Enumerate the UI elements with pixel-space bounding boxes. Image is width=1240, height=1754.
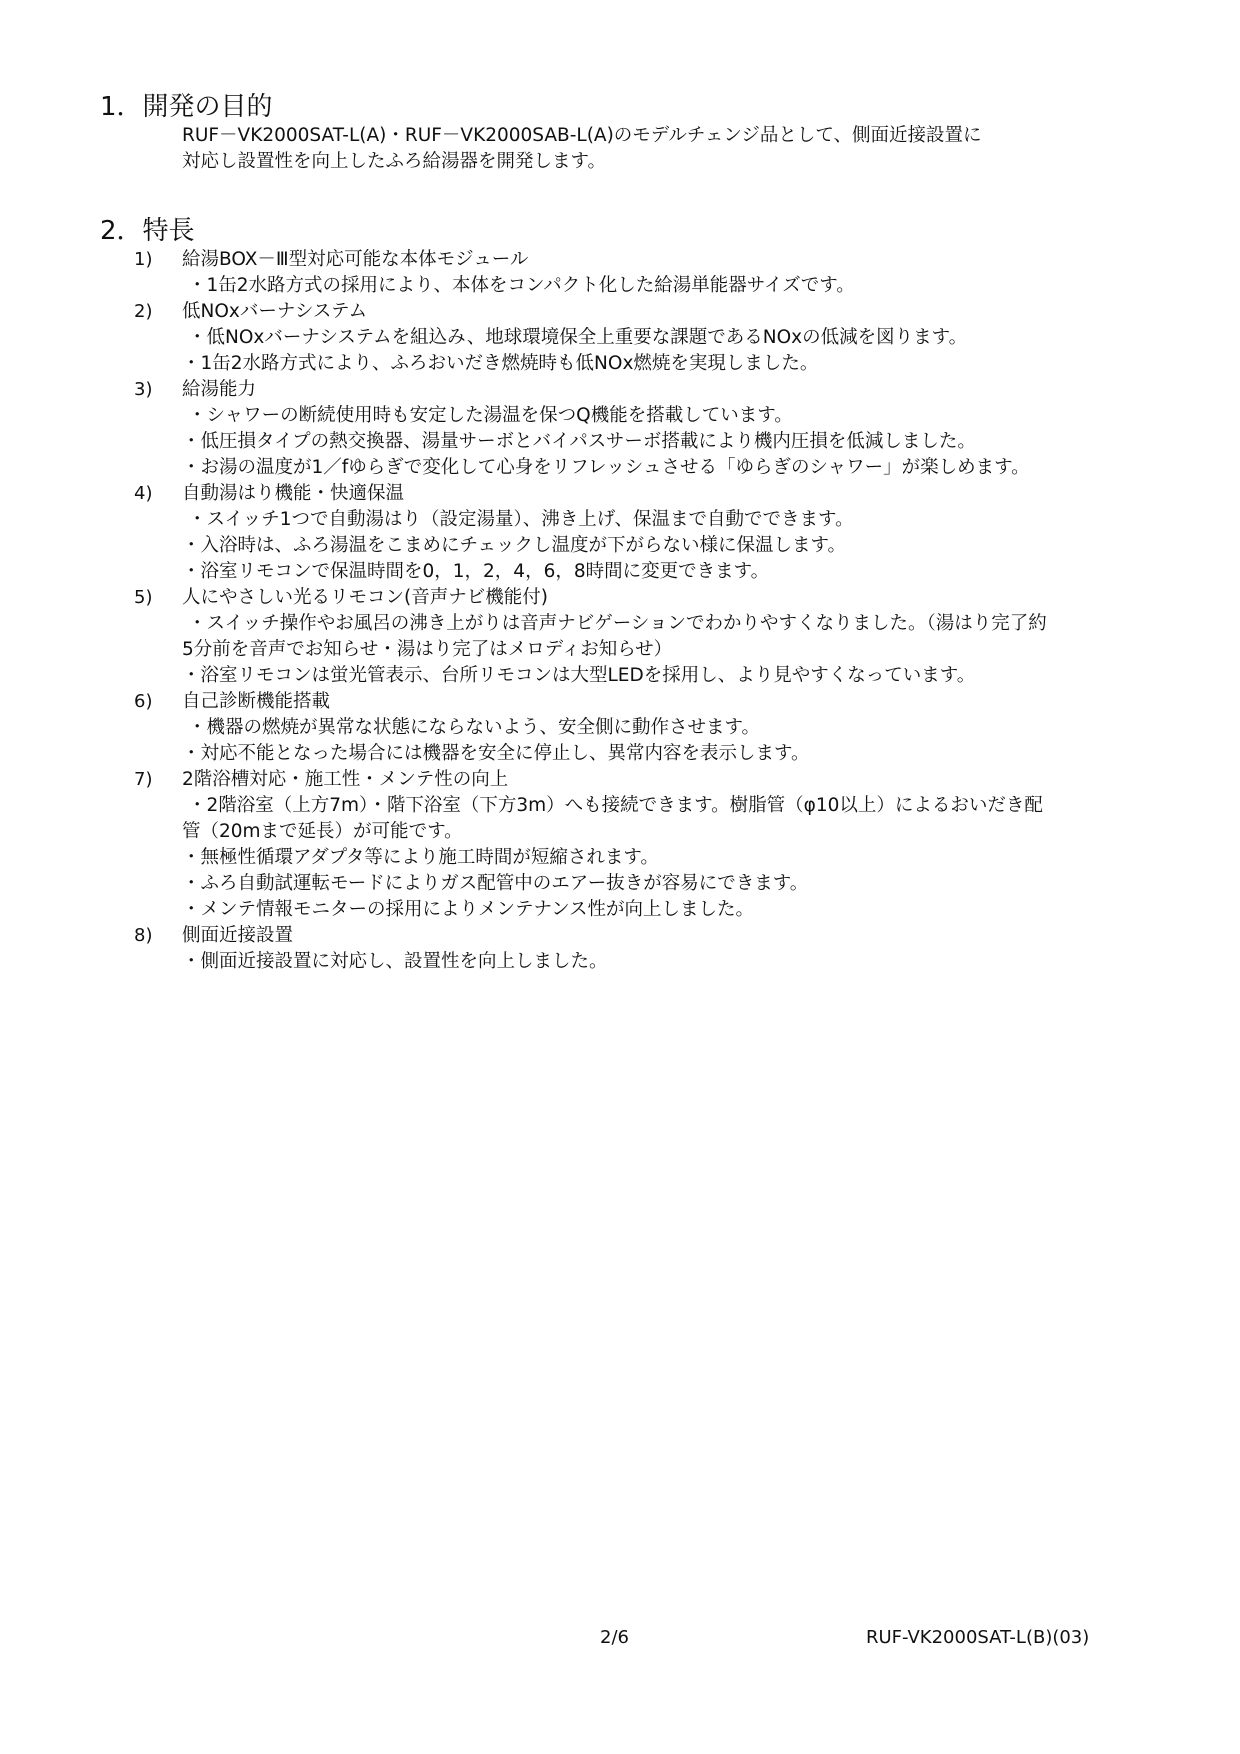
feature-line: ・1缶2水路方式の採用により、本体をコンパクト化した給湯単能器サイズです。 <box>188 275 855 296</box>
feature-title: 2階浴槽対応・施工性・メンテ性の向上 <box>182 769 509 790</box>
feature-line: ・2階浴室（上方7m）・階下浴室（下方3m）へも接続できます。樹脂管（φ10以上）によるおいだき配 <box>188 795 1043 816</box>
feature-number: 7) <box>134 769 153 790</box>
feature-line: ・メンテ情報モニターの採用によりメンテナンス性が向上しました。 <box>182 899 755 920</box>
feature-title: 給湯能力 <box>182 379 257 400</box>
feature-line: ・スイッチ操作やお風呂の沸き上がりは音声ナビゲーションでわかりやすくなりました。（湯はり完了約 <box>188 613 1047 634</box>
feature-line: ・側面近接設置に対応し、設置性を向上しました。 <box>182 951 608 972</box>
feature-number: 8) <box>134 925 153 946</box>
feature-line: ・浴室リモコンは蛍光管表示、台所リモコンは大型LEDを採用し、より見やすくなっています。 <box>182 665 976 686</box>
feature-title: 自動湯はり機能・快適保温 <box>182 483 405 504</box>
feature-number: 6) <box>134 691 153 712</box>
document-code: RUF-VK2000SAT-L(B)(03) <box>866 1627 1090 1648</box>
page-number: 2/6 <box>600 1627 629 1648</box>
feature-title: 自己診断機能搭載 <box>182 691 331 712</box>
feature-line: ・ふろ自動試運転モードによりガス配管中のエアー抜きが容易にできます。 <box>182 873 809 894</box>
feature-line: ・低圧損タイプの熱交換器、湯量サーボとバイパスサーボ搭載により機内圧損を低減しました。 <box>182 431 976 452</box>
feature-line: ・シャワーの断続使用時も安定した湯温を保つQ機能を搭載しています。 <box>188 405 793 426</box>
section-heading-features: 2．特長 <box>100 216 195 246</box>
feature-number: 5) <box>134 587 153 608</box>
feature-line: ・無極性循環アダプタ等により施工時間が短縮されます。 <box>182 847 659 868</box>
feature-line: 5分前を音声でお知らせ・湯はり完了はメロディお知らせ） <box>182 639 673 660</box>
feature-line: ・スイッチ1つで自動湯はり（設定湯量）、沸き上げ、保温まで自動でできます。 <box>188 509 854 530</box>
feature-line: ・入浴時は、ふろ湯温をこまめにチェックし温度が下がらない様に保温します。 <box>182 535 846 556</box>
feature-line: ・対応不能となった場合には機器を安全に停止し、異常内容を表示します。 <box>182 743 810 764</box>
feature-line: ・機器の燃焼が異常な状態にならないよう、安全側に動作させます。 <box>188 717 761 738</box>
purpose-line: RUF－VK2000SAT-L(A)・RUF－VK2000SAB-L(A)のモデルチェンジ品として、側面近接設置に <box>182 125 982 146</box>
feature-number: 2) <box>134 301 153 322</box>
section-heading-purpose: 1．開発の目的 <box>100 92 273 122</box>
feature-title: 低NOxバーナシステム <box>182 301 368 322</box>
feature-number: 4) <box>134 483 153 504</box>
feature-number: 3) <box>134 379 153 400</box>
feature-line: 管（20mまで延長）が可能です。 <box>182 821 463 842</box>
feature-line: ・低NOxバーナシステムを組込み、地球環境保全上重要な課題であるNOxの低減を図ります。 <box>188 327 968 348</box>
feature-number: 1) <box>134 249 153 270</box>
feature-title: 側面近接設置 <box>182 925 294 946</box>
feature-line: ・お湯の温度が1／fゆらぎで変化して心身をリフレッシュさせる「ゆらぎのシャワー」が楽しめます。 <box>182 457 1030 478</box>
feature-line: ・浴室リモコンで保温時間を0，1，2，4，6，8時間に変更できます。 <box>182 561 770 582</box>
feature-title: 人にやさしい光るリモコン(音声ナビ機能付) <box>182 587 548 608</box>
feature-title: 給湯BOX－Ⅲ型対応可能な本体モジュール <box>182 249 529 270</box>
purpose-line: 対応し設置性を向上したふろ給湯器を開発します。 <box>182 151 607 172</box>
feature-line: ・1缶2水路方式により、ふろおいだき燃焼時も低NOx燃焼を実現しました。 <box>182 353 819 374</box>
